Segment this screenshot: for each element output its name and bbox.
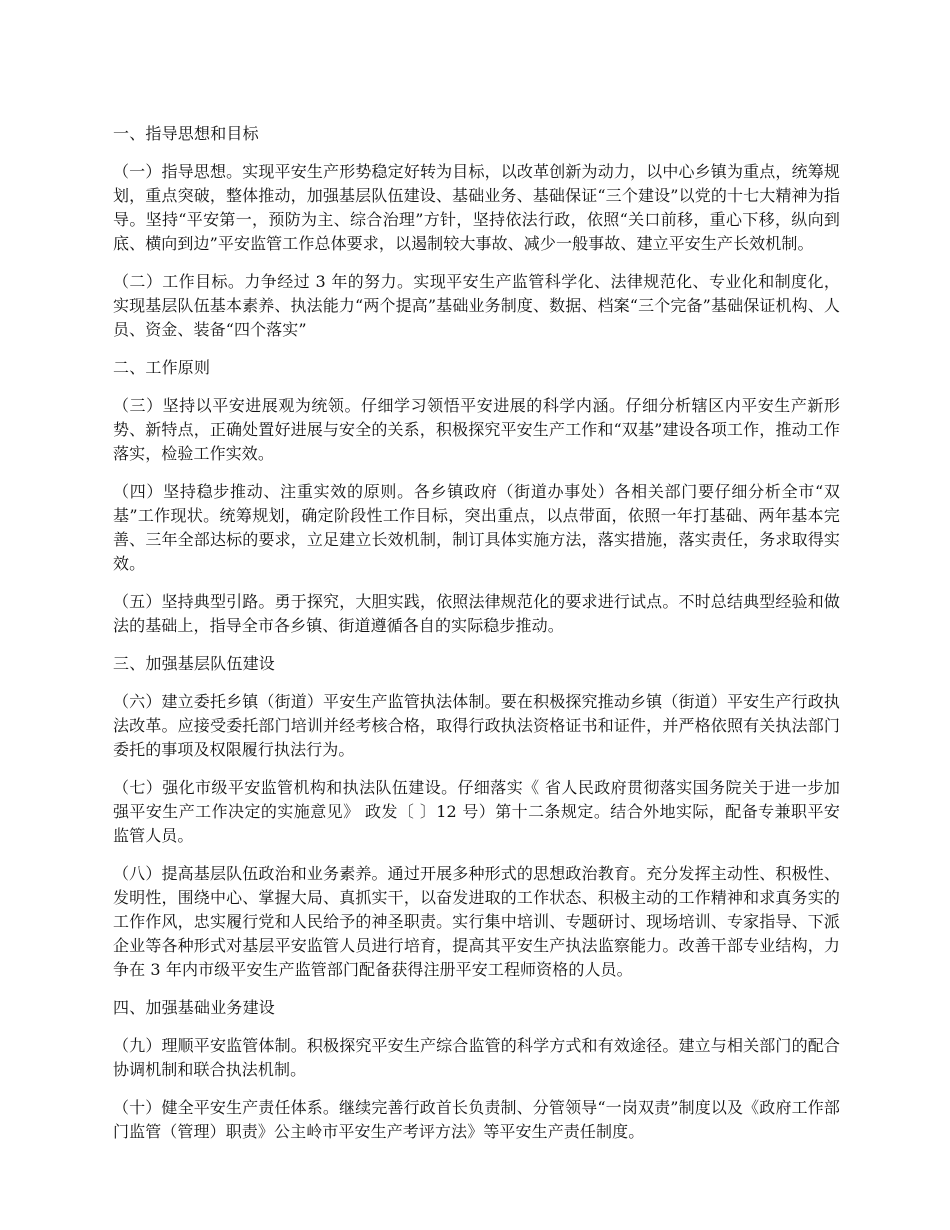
section-heading-3: 三、加强基层队伍建设 — [113, 654, 276, 673]
paragraph-10: （十）健全平安生产责任体系。继续完善行政首长负责制、分管领导“一岗双责”制度以及《政府工作部门监管（管理）职责》公主岭市平安生产考评方法》等平安生产责任制度。 — [113, 1098, 840, 1141]
document-page — [113, 122, 840, 1158]
paragraph-3: （三）坚持以平安进展观为统领。仔细学习领悟平安进展的科学内涵。仔细分析辖区内平安生产新形势、新特点，正确处置好进展与安全的关系，积极探究平安生产工作和“双基”建设各项工作，推动工作落实，检验工作实效。 — [113, 396, 840, 463]
paragraph-8: （八）提高基层队伍政治和业务素养。通过开展多种形式的思想政治教育。充分发挥主动性、积极性、发明性，围绕中心、掌握大局、真抓实干，以奋发进取的工作状态、积极主动的工作精神和求真务实的工作作风，忠实履行党和人民给予的神圣职责。实行集中培训、专题研讨、现场培训、专家指导、下派企业等各种形式对基层平安监管人员进行培育，提高其平安生产执法监察能力。改善干部专业结构，力争在 3 年内市级平安生产监管部门配备获得注册平安工程师资格的人员。 — [113, 864, 840, 979]
paragraph-5: （五）坚持典型引路。勇于探究，大胆实践，依照法律规范化的要求进行试点。不时总结典型经验和做法的基础上，指导全市各乡镇、街道遵循各自的实际稳步推动。 — [113, 592, 840, 635]
paragraph-1: （一）指导思想。实现平安生产形势稳定好转为目标，以改革创新为动力，以中心乡镇为重点，统筹规划，重点突破，整体推动，加强基层队伍建设、基础业务、基础保证“三个建设”以党的十七大精神为指导。坚持“平安第一，预防为主、综合治理”方针，坚持依法行政，依照“关口前移，重心下移，纵向到底、横向到边”平安监管工作总体要求，以遏制较大事故、减少一般事故、建立平安生产长效机制。 — [113, 162, 840, 253]
section-heading-1: 一、指导思想和目标 — [113, 124, 259, 143]
paragraph-7: （七）强化市级平安监管机构和执法队伍建设。仔细落实《 省人民政府贯彻落实国务院关于进一步加强平安生产工作决定的实施意见》 政发〔 〕12 号）第十二条规定。结合外地实际，配备专兼职平安监管人员。 — [113, 778, 840, 845]
paragraph-4: （四）坚持稳步推动、注重实效的原则。各乡镇政府（街道办事处）各相关部门要仔细分析全市“双基”工作现状。统筹规划，确定阶段性工作目标，突出重点，以点带面，依照一年打基础、两年基本完善、三年全部达标的要求，立足建立长效机制，制订具体实施方法，落实措施，落实责任，务求取得实效。 — [113, 482, 840, 573]
paragraph-9: （九）理顺平安监管体制。积极探究平安生产综合监管的科学方式和有效途径。建立与相关部门的配合协调机制和联合执法机制。 — [113, 1036, 840, 1079]
paragraph-6: （六）建立委托乡镇（街道）平安生产监管执法体制。要在积极探究推动乡镇（街道）平安生产行政执法改革。应接受委托部门培训并经考核合格，取得行政执法资格证书和证件，并严格依照有关执法部门委托的事项及权限履行执法行为。 — [113, 692, 840, 759]
paragraph-2: （二）工作目标。力争经过 3 年的努力。实现平安生产监管科学化、法律规范化、专业化和制度化，实现基层队伍基本素养、执法能力“两个提高”基础业务制度、数据、档案“三个完备”基础保证机构、人员、资金、装备“四个落实” — [113, 272, 840, 339]
section-heading-4: 四、加强基础业务建设 — [113, 998, 276, 1017]
section-heading-2: 二、工作原则 — [113, 358, 211, 377]
